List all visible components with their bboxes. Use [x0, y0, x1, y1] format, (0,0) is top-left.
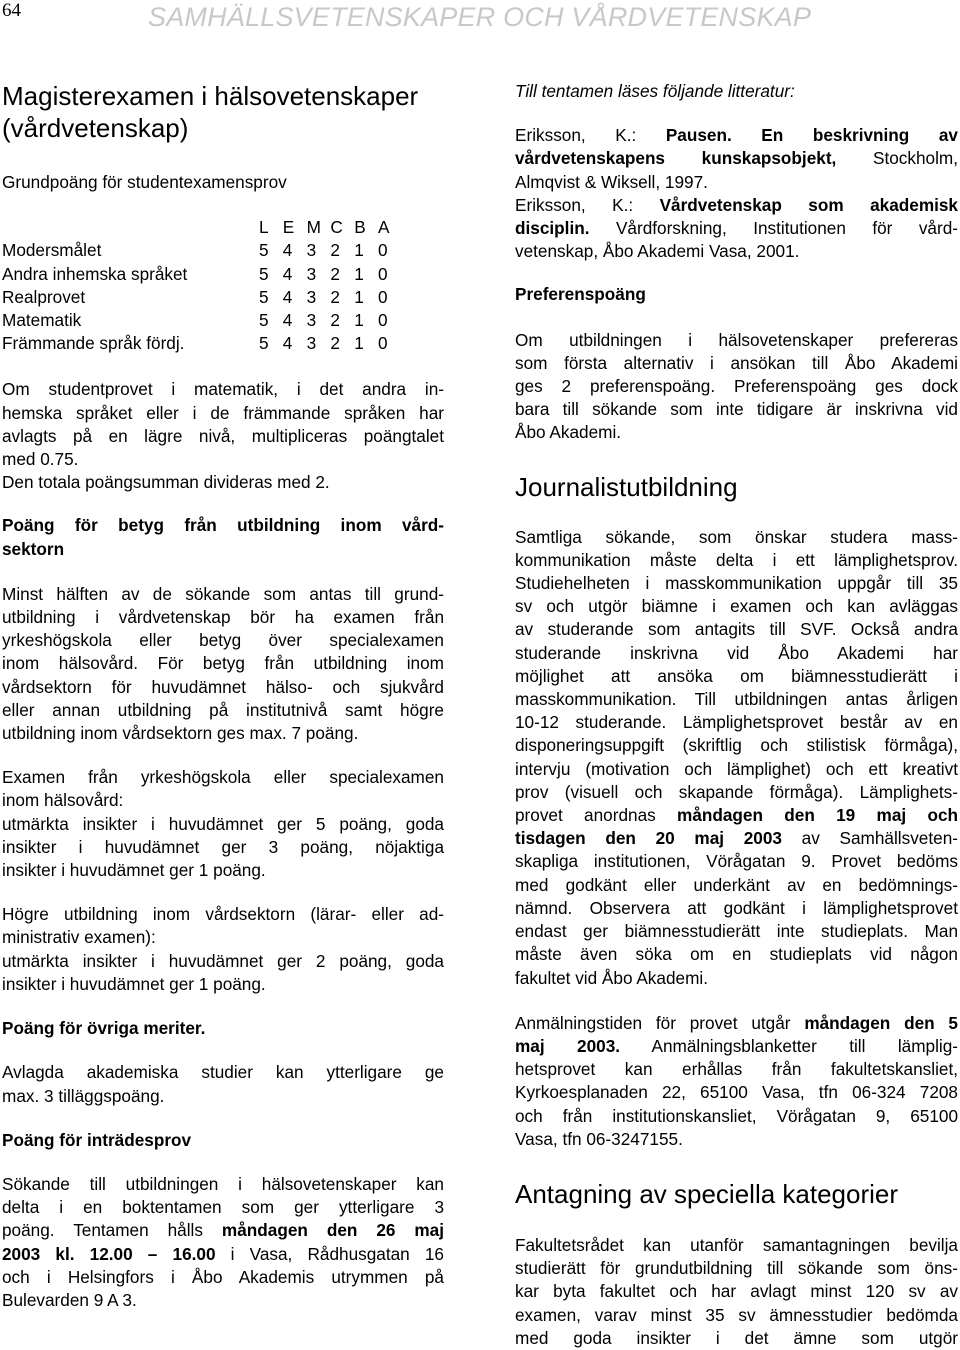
text-line: fakultet vid Åbo Akademi.: [515, 967, 708, 988]
text-line: inom hälsovård. För betyg från utbildning inom: [2, 653, 444, 674]
grade-points: 5: [259, 286, 269, 307]
grade-points: 3: [306, 286, 317, 307]
text-line: max. 3 tilläggspoäng.: [2, 1085, 165, 1106]
text-line: Studiehelheten i masskommunikation uppgår till 35: [515, 573, 958, 594]
text-line: 10-12 studerande. Lämplighetsprovet består av en: [515, 712, 958, 733]
grade-points: 3: [306, 333, 317, 354]
text-line: [515, 124, 958, 147]
grade-letter: L: [259, 217, 269, 238]
text-line: av studerande som antagits till SVF. Också andra: [515, 619, 958, 640]
grade-header-blank: [2, 216, 259, 239]
book-title: Vårdvetenskap som akademisk: [659, 194, 958, 215]
grade-subject: Matematik: [2, 310, 82, 331]
grade-letter: M: [306, 217, 321, 238]
paragraph-journalist: [515, 526, 958, 990]
text-line: vetenskap, Åbo Akademi Vasa, 2001.: [515, 241, 800, 262]
paragraph-anmalan: [515, 1012, 958, 1151]
text-line: och från institutionskansliet, Vörågatan 9, 65100: [515, 1105, 958, 1126]
section-title-journalist: Journalistutbildning: [515, 471, 738, 502]
text-line: examen, varav minst 35 sv ämnesstudier bedömda: [515, 1304, 958, 1325]
text-line: [515, 147, 958, 170]
paragraph-hogre-utbildning: [2, 903, 444, 996]
text-line: [2, 1243, 444, 1266]
text-line: utbildning inom vårdsektorn ges max. 7 poäng.: [2, 723, 359, 744]
text-line: [515, 827, 958, 850]
text-span: Eriksson, K.:: [515, 125, 666, 146]
text-line: vårdsektorn för huvudämnet hälso- och sjukvård: [2, 676, 444, 697]
page-number: 64: [2, 0, 21, 21]
text-line: nämnd. Observera att godkänt i lämplighetsprovet: [515, 897, 958, 918]
paragraph-boktentamen: [2, 1173, 444, 1312]
text-line: ges 2 preferenspoäng. Preferenspoäng ges dock: [515, 376, 958, 397]
text-line: masskommunikation. Till utbildningen antas årligen: [515, 689, 958, 710]
grade-points: 0: [377, 286, 388, 307]
text-line: Examen från yrkeshögskola eller specialexamen: [2, 767, 444, 788]
grade-points: 4: [282, 310, 293, 331]
text-line: prov (visuell och skapande förmåga). Lämplighets-: [515, 781, 958, 802]
grade-points: 1: [354, 286, 364, 307]
text-line: studerande inskrivna vid Åbo Akademi har: [515, 642, 958, 663]
text-line: Samtliga sökande, som önskar studera mass-: [515, 526, 958, 547]
grade-letter: A: [377, 217, 390, 238]
text-line: insikter i huvudämnet ger 1 poäng.: [2, 860, 266, 881]
grade-points: 2: [330, 286, 340, 307]
text-line: [515, 1035, 958, 1058]
text-line: utmärkta insikter i huvudämnet ger 5 poäng, goda: [2, 813, 444, 834]
text-line: som första alternativ i ansökan till Åbo Akademi: [515, 352, 958, 373]
grade-points: 5: [259, 263, 269, 284]
text-span: i Vasa, Rådhusgatan 16: [215, 1243, 444, 1264]
text-span: provet anordnas: [515, 805, 678, 826]
grade-row: [2, 263, 402, 286]
grade-points: 2: [330, 310, 340, 331]
text-line: Poäng för betyg från utbildning inom vård-: [2, 515, 444, 536]
grade-points: 1: [354, 310, 364, 331]
text-line: endast ger biämnesstudierätt inte studieplats. Man: [515, 921, 958, 942]
grade-points: 0: [377, 263, 388, 284]
paragraph-yrkeshogskola: [2, 766, 444, 882]
test-date: tisdagen den 20 maj 2003: [515, 828, 782, 849]
text-line: eller annan utbildning på institutnivå samt högre: [2, 699, 444, 720]
grade-points: 3: [306, 240, 317, 261]
grund-heading: Grundpoäng för studentexamensprov: [2, 172, 287, 192]
grade-points: 0: [377, 310, 388, 331]
grade-row: [2, 239, 402, 262]
text-span: Anmälningstiden för provet utgår: [515, 1012, 805, 1033]
text-line: Om studentprovet i matematik, i det andra in-: [2, 379, 444, 400]
text-span: Stockholm,: [836, 148, 958, 169]
grade-letter: C: [330, 217, 343, 238]
text-line: med godkänt eller underkänt av en bedömnings-: [515, 874, 958, 895]
grade-points: 5: [259, 333, 269, 354]
exam-date: måndagen den 26 maj: [221, 1220, 444, 1241]
section-title-magister: [2, 80, 444, 144]
text-line: yrkeshögskola eller betyg över specialexamen: [2, 630, 444, 651]
paragraph-minst-halften: [2, 583, 444, 745]
deadline-date: måndagen den 5: [804, 1012, 958, 1033]
grade-table: [2, 216, 402, 355]
text-line: och i Helsingfors i Åbo Akademis utrymmen på: [2, 1266, 444, 1287]
text-line: Almqvist & Wiksell, 1997.: [515, 171, 708, 192]
text-line: inom hälsovård:: [2, 790, 124, 811]
grade-points: 1: [354, 263, 364, 284]
grade-points: 4: [282, 286, 293, 307]
text-line: [515, 1012, 958, 1035]
heading-ovriga-meriter: Poäng för övriga meriter.: [2, 1018, 206, 1039]
text-line: insikter i huvudämnet ger 3 poäng, nöjaktiga: [2, 836, 444, 857]
text-line: disponeringsuppgift (skriftlig och stilistisk förmåga),: [515, 735, 958, 756]
grade-points: 5: [259, 310, 269, 331]
text-line: Avlagda akademiska studier kan ytterligare ge: [2, 1062, 444, 1083]
text-line: kar byta fakultet och har avlagt minst 120 sv av: [515, 1281, 958, 1302]
text-line: utmärkta insikter i huvudämnet ger 2 poäng, goda: [2, 950, 444, 971]
literature-list: [515, 124, 958, 263]
text-line: [2, 1219, 444, 1242]
text-line: möjlighet att ansöka om biämnesstudierätt i: [515, 665, 958, 686]
left-column: [2, 80, 444, 1312]
text-line: Sökande till utbildningen i hälsovetenskaper kan: [2, 1173, 444, 1194]
text-line: ministrativ examen):: [2, 927, 156, 948]
text-line: insikter i huvudämnet ger 1 poäng.: [2, 973, 266, 994]
section-title-antagning: Antagning av speciella kategorier: [515, 1178, 899, 1209]
text-span: Eriksson, K.:: [515, 194, 660, 215]
paragraph-preferens: [515, 329, 958, 445]
grade-points: 5: [259, 240, 269, 261]
grade-letter: B: [354, 217, 366, 238]
grade-points: 4: [282, 240, 293, 261]
text-line: intervju (motivation och lämplighet) och ett kreativt: [515, 758, 958, 779]
grade-points: 2: [330, 263, 340, 284]
text-line: avlagts på en lägre nivå, multipliceras poängtalet: [2, 425, 444, 446]
text-line: Kyrkoesplanaden 22, 65100 Vasa, tfn 06-324 7208: [515, 1082, 958, 1103]
title-line: (vårdvetenskap): [2, 113, 189, 143]
text-line: [515, 804, 958, 827]
paragraph-akademiska-studier: [2, 1061, 444, 1107]
grade-points: 0: [377, 240, 388, 261]
paragraph-studentprov: [2, 378, 444, 494]
text-line: Högre utbildning inom vårdsektorn (lärar- eller ad-: [2, 904, 444, 925]
right-column: [515, 80, 958, 1350]
grade-row: [2, 286, 402, 309]
running-title: SAMHÄLLSVETENSKAPER OCH VÅRDVETENSKAP: [148, 2, 812, 32]
text-line: skapliga institutionen, Vörågatan 9. Provet bedöms: [515, 851, 958, 872]
grade-points: 4: [282, 263, 293, 284]
text-line: bara till sökande som inte tidigare är inskrivna vid: [515, 399, 958, 420]
text-line: [515, 194, 958, 217]
text-line: med goda insikter i det ämne som utgör: [515, 1327, 958, 1348]
preferens-heading: Preferenspoäng: [515, 284, 646, 305]
grade-header-row: [2, 216, 402, 239]
text-line: Fakultetsrådet kan utanför samantagningen bevilja: [515, 1234, 958, 1255]
text-line: kommunikation måste delta i ett lämplighetsprov.: [515, 549, 958, 570]
text-span: Vårdforskning, Institutionen för vård-: [589, 218, 958, 239]
text-line: [515, 217, 958, 240]
text-line: delta i en boktentamen som ger ytterligare 3: [2, 1197, 444, 1218]
text-line: Åbo Akademi.: [515, 422, 622, 443]
text-line: sv och utgör biämne i examen och kan avläggas: [515, 596, 958, 617]
grade-points: 4: [282, 333, 293, 354]
grade-points: 0: [377, 333, 388, 354]
literature-heading: Till tentamen läses följande litteratur:: [515, 81, 795, 101]
grade-points: 1: [354, 333, 364, 354]
grade-points: 2: [330, 240, 340, 261]
paragraph-fakultetsradet: [515, 1234, 958, 1350]
text-line: utbildning i vårdvetenskap bör ha examen från: [2, 607, 444, 628]
grade-subject: Främmande språk fördj.: [2, 333, 185, 354]
text-line: studierätt för grundutbildning till sökande som öns-: [515, 1258, 958, 1279]
grade-points: 1: [354, 240, 364, 261]
grade-subject: Andra inhemska språket: [2, 263, 188, 284]
test-date: måndagen den 19 maj och: [677, 805, 958, 826]
grade-points: 2: [330, 333, 340, 354]
text-line: Om utbildningen i hälsovetenskaper prefereras: [515, 329, 958, 350]
book-title: vårdvetenskapens kunskapsobjekt,: [515, 148, 837, 169]
grade-row: [2, 309, 402, 332]
grade-points: 3: [306, 263, 317, 284]
text-line: Bulevarden 9 A 3.: [2, 1289, 137, 1310]
deadline-date: maj 2003.: [515, 1035, 621, 1056]
text-span: poäng. Tentamen hålls: [2, 1220, 222, 1241]
text-line: hemska språket eller i de främmande språken har: [2, 402, 444, 423]
text-span: av Samhällsveten-: [781, 828, 958, 849]
title-line: Magisterexamen i hälsovetenskaper: [2, 81, 419, 111]
text-line: med 0.75.: [2, 449, 79, 470]
text-line: hetsprovet kan erhållas från fakultetskansliet,: [515, 1059, 958, 1080]
grade-subject: Modersmålet: [2, 240, 102, 261]
text-line: Den totala poängsumman divideras med 2.: [2, 472, 330, 493]
text-line: måste även söka om en studieplats vid någon: [515, 944, 958, 965]
grade-points: 3: [306, 310, 317, 331]
text-span: Anmälningsblanketter till lämplig-: [620, 1035, 959, 1056]
grade-row: [2, 332, 402, 355]
heading-betyg-vardsektorn: [2, 514, 444, 560]
book-title: Pausen. En beskrivning av: [665, 125, 958, 146]
book-title: disciplin.: [515, 218, 590, 239]
text-line: sektorn: [2, 538, 65, 559]
text-line: Minst hälften av de sökande som antas till grund-: [2, 583, 444, 604]
heading-intradesprov: Poäng för inträdesprov: [2, 1129, 192, 1150]
grade-subject: Realprovet: [2, 286, 86, 307]
text-line: Vasa, tfn 06-3247155.: [515, 1128, 683, 1149]
exam-time: 2003 kl. 12.00 – 16.00: [2, 1243, 216, 1264]
grade-letter: E: [282, 217, 295, 238]
